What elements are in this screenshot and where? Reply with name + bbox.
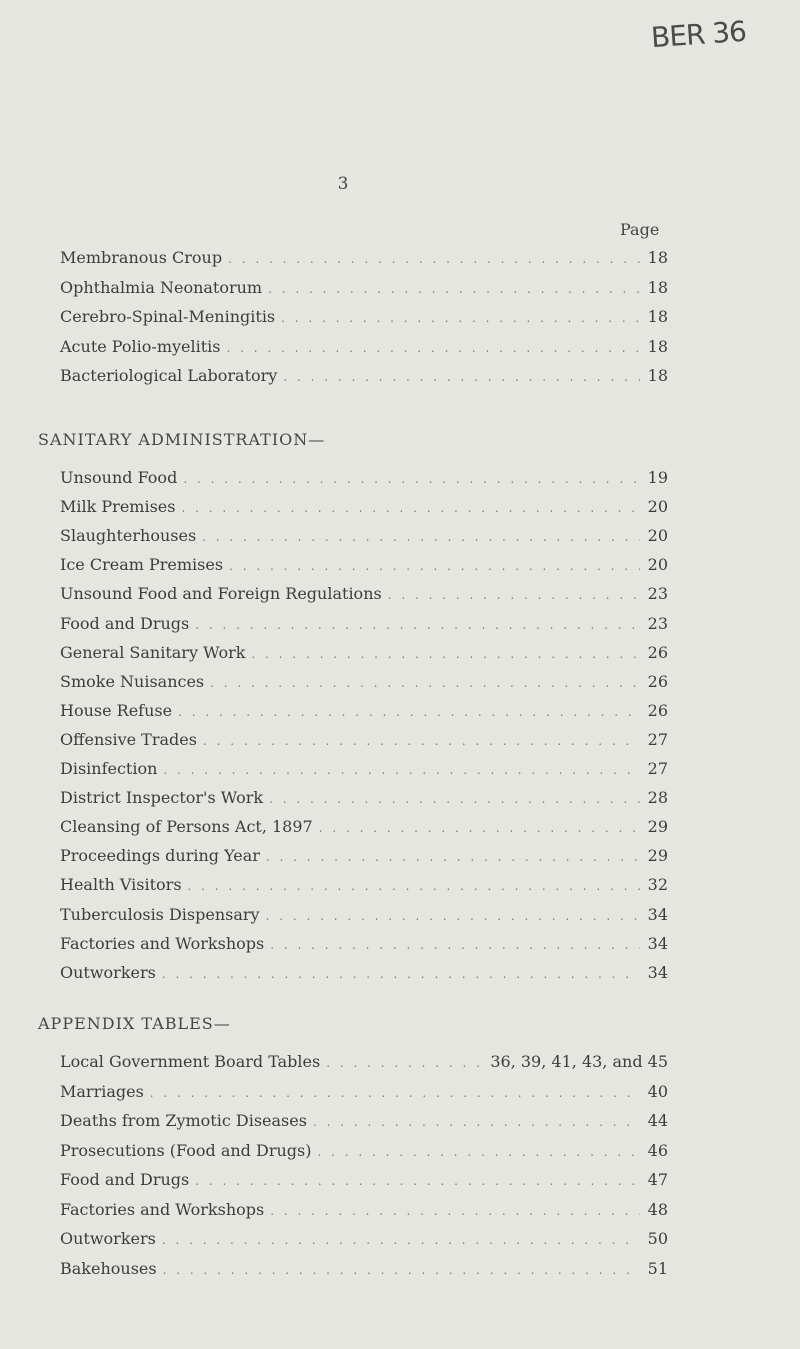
toc-entry-page: 23 xyxy=(647,584,668,604)
toc-entry-title: Factories and Workshops xyxy=(60,1199,265,1219)
toc-entry xyxy=(60,555,668,579)
dot-leader xyxy=(269,792,640,806)
toc-entry-title: Smoke Nuisances xyxy=(60,671,205,691)
appendix-heading: APPENDIX TABLES— xyxy=(38,1014,231,1033)
dot-leader xyxy=(229,559,640,573)
toc-entry-page: 29 xyxy=(647,846,668,866)
dot-leader xyxy=(183,472,640,486)
toc-entry xyxy=(60,701,668,725)
toc-entry-page: 34 xyxy=(647,933,668,953)
toc-entry-title: Marriages xyxy=(60,1081,144,1101)
toc-entry xyxy=(60,875,668,899)
toc-entry-title: Factories and Workshops xyxy=(60,933,265,953)
toc-entry xyxy=(60,643,668,667)
toc-entry xyxy=(60,1052,668,1076)
toc-entry-page: 29 xyxy=(647,817,668,837)
dot-leader xyxy=(202,530,640,544)
toc-entry-page: 23 xyxy=(647,613,668,633)
toc-entry-title: Cerebro-Spinal-Meningitis xyxy=(60,307,276,326)
toc-entry-title: Ice Cream Premises xyxy=(60,555,224,575)
toc-entry xyxy=(60,1170,668,1194)
toc-entry xyxy=(60,846,668,870)
toc-entry xyxy=(60,278,668,302)
dot-leader xyxy=(162,967,640,981)
toc-entry xyxy=(60,366,668,390)
toc-entry xyxy=(60,759,668,783)
dot-leader xyxy=(162,1233,640,1247)
toc-entry-page: 27 xyxy=(647,729,668,749)
toc-entry xyxy=(60,1259,668,1283)
toc-entry-title: Deaths from Zymotic Diseases xyxy=(60,1111,307,1130)
dot-leader xyxy=(319,821,640,835)
toc-entry xyxy=(60,1082,668,1106)
toc-entry xyxy=(60,788,668,812)
dot-leader xyxy=(181,501,640,515)
dot-leader xyxy=(270,938,640,952)
toc-entry-title: Local Government Board Tables xyxy=(60,1052,321,1071)
toc-entry-page: 48 xyxy=(647,1199,668,1219)
toc-entry-title: Membranous Croup xyxy=(60,248,223,267)
dot-leader xyxy=(268,282,640,296)
toc-entry xyxy=(60,730,668,754)
dot-leader xyxy=(266,850,640,864)
toc-entry xyxy=(60,497,668,521)
toc-entry-page: 47 xyxy=(647,1170,668,1189)
toc-entry xyxy=(60,1200,668,1224)
dot-leader xyxy=(150,1086,640,1100)
page-number: 3 xyxy=(337,174,349,194)
toc-entry-page: 20 xyxy=(647,497,668,517)
toc-entry-page: 26 xyxy=(647,642,668,662)
dot-leader xyxy=(188,879,640,893)
toc-entry xyxy=(60,905,668,929)
toc-entry-title: Bacteriological Laboratory xyxy=(60,366,278,385)
toc-entry-page: 40 xyxy=(647,1081,668,1101)
toc-entry-page: 20 xyxy=(647,526,668,546)
dot-leader xyxy=(195,618,640,632)
toc-entry-page: 44 xyxy=(647,1111,668,1130)
toc-entry-title: Milk Premises xyxy=(60,497,176,517)
toc-entry xyxy=(60,1141,668,1165)
toc-entry-page: 34 xyxy=(647,962,668,982)
toc-entry-title: Health Visitors xyxy=(60,875,182,895)
dot-leader xyxy=(163,1263,640,1277)
toc-entry-title: General Sanitary Work xyxy=(60,642,246,662)
dot-leader xyxy=(228,252,640,266)
toc-entry-page: 27 xyxy=(647,759,668,778)
handwritten-note: BER 36 xyxy=(649,14,747,55)
dot-leader xyxy=(283,370,640,384)
dot-leader xyxy=(266,909,640,923)
toc-entry-title: Prosecutions (Food and Drugs) xyxy=(60,1140,312,1160)
toc-entry xyxy=(60,934,668,958)
toc-entry-page: 36, 39, 41, 43, and 45 xyxy=(490,1052,668,1071)
dot-leader xyxy=(210,676,640,690)
dot-leader xyxy=(317,1145,640,1159)
toc-entry-page: 18 xyxy=(647,366,668,385)
toc-entry-page: 46 xyxy=(647,1140,668,1160)
dot-leader xyxy=(227,341,641,355)
toc-entry-page: 19 xyxy=(647,468,668,487)
toc-entry-title: Ophthalmia Neonatorum xyxy=(60,277,263,297)
dot-leader xyxy=(326,1056,484,1070)
toc-entry-page: 18 xyxy=(647,307,668,326)
toc-entry xyxy=(60,584,668,608)
toc-entry-title: Slaughterhouses xyxy=(60,526,197,546)
toc-entry-page: 18 xyxy=(647,248,668,267)
toc-entry-page: 34 xyxy=(647,904,668,924)
sanitary-heading: SANITARY ADMINISTRATION— xyxy=(38,430,326,449)
dot-leader xyxy=(203,734,640,748)
toc-entry-page: 50 xyxy=(647,1229,668,1248)
toc-entry-page: 26 xyxy=(647,671,668,691)
dot-leader xyxy=(270,1204,640,1218)
toc-entry-title: Outworkers xyxy=(60,1229,156,1248)
toc-entry xyxy=(60,963,668,987)
dot-leader xyxy=(388,588,640,602)
dot-leader xyxy=(281,311,640,325)
dot-leader xyxy=(251,647,640,661)
toc-entry-page: 51 xyxy=(647,1258,668,1278)
toc-entry-title: Food and Drugs xyxy=(60,1170,190,1189)
toc-entry-page: 32 xyxy=(647,875,668,895)
toc-entry-page: 26 xyxy=(647,700,668,720)
toc-entry-title: Acute Polio-myelitis xyxy=(60,336,221,356)
toc-entry-title: Tuberculosis Dispensary xyxy=(60,904,260,924)
toc-entry-title: Bakehouses xyxy=(60,1258,157,1278)
toc-entry xyxy=(60,1229,668,1253)
toc-entry-title: House Refuse xyxy=(60,700,173,720)
toc-entry-title: Outworkers xyxy=(60,962,156,982)
toc-entry xyxy=(60,248,668,272)
toc-entry-title: District Inspector's Work xyxy=(60,788,264,808)
toc-entry xyxy=(60,614,668,638)
toc-entry xyxy=(60,307,668,331)
dot-leader xyxy=(195,1174,640,1188)
toc-entry-page: 18 xyxy=(647,336,668,356)
toc-entry-title: Unsound Food and Foreign Regulations xyxy=(60,584,382,604)
toc-entry xyxy=(60,817,668,841)
toc-entry-title: Unsound Food xyxy=(60,468,178,487)
page-column-label: Page xyxy=(620,220,660,239)
toc-entry-title: Food and Drugs xyxy=(60,613,190,633)
toc-entry-page: 20 xyxy=(647,555,668,575)
toc-entry xyxy=(60,468,668,492)
toc-entry-title: Cleansing of Persons Act, 1897 xyxy=(60,817,313,837)
toc-entry xyxy=(60,672,668,696)
toc-entry xyxy=(60,1111,668,1135)
toc-entry-title: Proceedings during Year xyxy=(60,846,260,866)
dot-leader xyxy=(163,763,640,777)
toc-entry-title: Offensive Trades xyxy=(60,729,197,749)
toc-entry-title: Disinfection xyxy=(60,759,158,778)
dot-leader xyxy=(313,1115,640,1129)
toc-entry xyxy=(60,337,668,361)
toc-entry xyxy=(60,526,668,550)
toc-entry-page: 18 xyxy=(647,277,668,297)
dot-leader xyxy=(178,705,640,719)
toc-entry-page: 28 xyxy=(647,788,668,808)
